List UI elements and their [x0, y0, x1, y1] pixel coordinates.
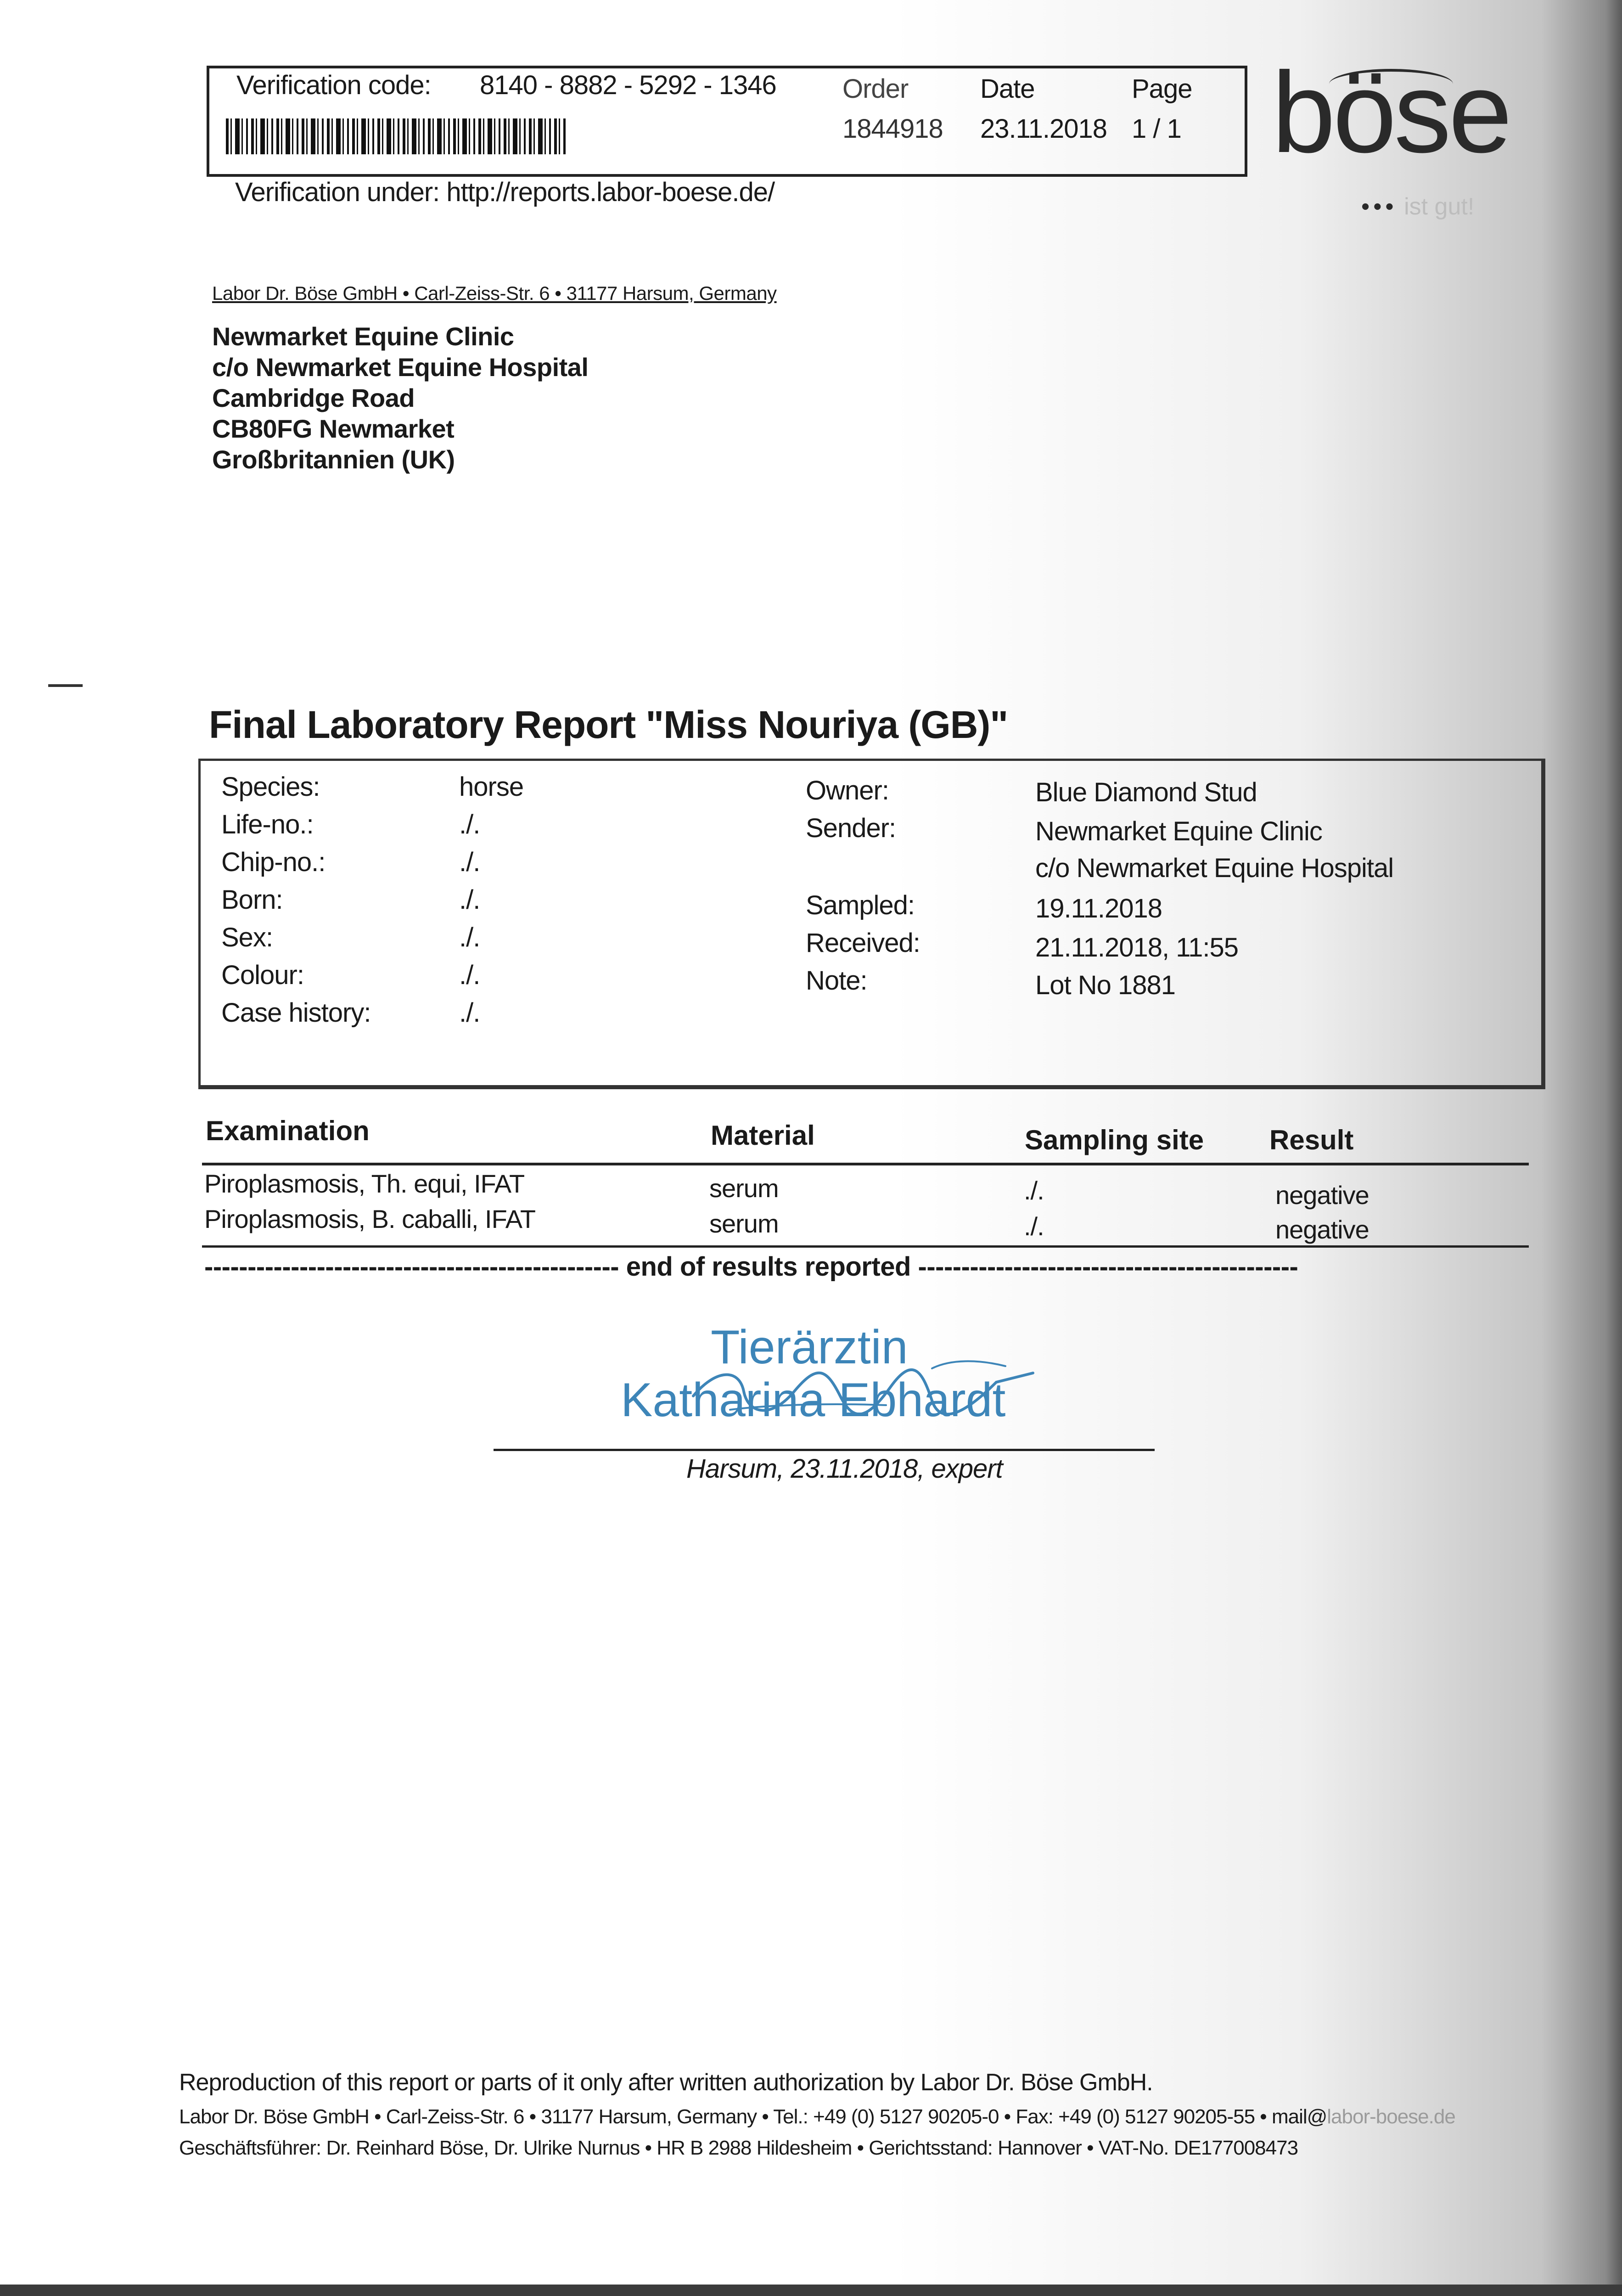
col-result: Result	[1269, 1125, 1354, 1155]
header-rule	[202, 1163, 1529, 1165]
footer-contact-text: Labor Dr. Böse GmbH • Carl-Zeiss-Str. 6 • 31177 Harsum, Germany • Tel.: +49 (0) 5127 90205-0 • Fax: +49 (0) 5127 90205-55 • mail@	[179, 2105, 1327, 2128]
page-value: 1 / 1	[1132, 114, 1181, 144]
sampled-value: 19.11.2018	[1035, 894, 1162, 923]
colour-value: ./.	[459, 960, 480, 990]
owner-value: Blue Diamond Stud	[1035, 777, 1257, 807]
col-examination: Examination	[206, 1115, 370, 1146]
row1-result: negative	[1275, 1181, 1369, 1210]
row1-examination: Piroplasmosis, Th. equi, IFAT	[204, 1169, 525, 1198]
page-label: Page	[1132, 74, 1192, 104]
tagline-text: ist gut!	[1404, 193, 1475, 220]
signature-line	[494, 1449, 1155, 1451]
row2-examination: Piroplasmosis, B. caballi, IFAT	[204, 1204, 536, 1233]
sender-label: Sender:	[806, 813, 896, 843]
born-label: Born:	[221, 885, 283, 915]
date-value: 23.11.2018	[980, 114, 1107, 144]
stamp-title: Tierärztin	[711, 1321, 908, 1374]
footer-reproduction-note: Reproduction of this report or parts of it only after written authorization by Labor Dr. Böse GmbH.	[179, 2069, 1153, 2096]
received-value: 21.11.2018, 11:55	[1035, 933, 1239, 962]
row2-site: ./.	[1024, 1212, 1044, 1241]
row1-site: ./.	[1024, 1176, 1044, 1205]
colour-label: Colour:	[221, 960, 304, 990]
row2-material: serum	[709, 1209, 779, 1238]
end-dashes-right: --------------------------------------------	[918, 1252, 1298, 1282]
lifeno-label: Life-no.:	[221, 810, 314, 839]
row1-material: serum	[709, 1174, 779, 1203]
note-value: Lot No 1881	[1035, 970, 1176, 1000]
lifeno-value: ./.	[459, 810, 480, 839]
row2-result: negative	[1275, 1215, 1369, 1244]
barcode	[226, 118, 566, 154]
patient-info-box	[198, 759, 1545, 1089]
rows-rule	[202, 1245, 1529, 1248]
address-line-2: c/o Newmarket Equine Hospital	[212, 353, 589, 382]
born-value: ./.	[459, 885, 480, 915]
handwritten-signature	[675, 1341, 1051, 1442]
sender-value-1: Newmarket Equine Clinic	[1035, 816, 1322, 846]
address-line-5: Großbritannien (UK)	[212, 445, 455, 474]
sender-line: Labor Dr. Böse GmbH • Carl-Zeiss-Str. 6 • 31177 Harsum, Germany	[212, 282, 777, 304]
address-line-4: CB80FG Newmarket	[212, 414, 455, 443]
address-line-3: Cambridge Road	[212, 383, 415, 412]
footer-registration: Geschäftsführer: Dr. Reinhard Böse, Dr. Ulrike Nurnus • HR B 2988 Hildesheim • Gerichtsstand: Hannover • VAT-No. DE177008473	[179, 2137, 1298, 2159]
end-text: end of results reported	[626, 1252, 911, 1282]
note-label: Note:	[806, 966, 867, 996]
order-label: Order	[842, 74, 909, 104]
footer-contact	[179, 2105, 1455, 2128]
scan-edge	[0, 2285, 1622, 2296]
footer-email-domain: labor-boese.de	[1327, 2105, 1455, 2128]
report-title: Final Laboratory Report "Miss Nouriya (GB)"	[209, 703, 1008, 746]
end-dashes-left: ------------------------------------------------	[204, 1252, 619, 1282]
signature-caption: Harsum, 23.11.2018, expert	[686, 1454, 1003, 1484]
chipno-value: ./.	[459, 847, 480, 877]
sex-value: ./.	[459, 923, 480, 952]
chipno-label: Chip-no.:	[221, 847, 326, 877]
order-value: 1844918	[842, 114, 943, 144]
verification-url: Verification under: http://reports.labor-boese.de/	[235, 177, 775, 207]
received-label: Received:	[806, 928, 920, 958]
date-label: Date	[980, 74, 1035, 104]
species-label: Species:	[221, 772, 320, 802]
logo-tagline	[1361, 193, 1474, 220]
case-history-label: Case history:	[221, 998, 371, 1028]
boese-logo: böse	[1272, 48, 1510, 176]
col-sampling-site: Sampling site	[1025, 1125, 1204, 1155]
sampled-label: Sampled:	[806, 890, 915, 920]
tagline-dots: •••	[1361, 193, 1398, 220]
end-of-results	[204, 1251, 1298, 1282]
sex-label: Sex:	[221, 923, 273, 952]
fold-mark	[48, 684, 83, 687]
col-material: Material	[711, 1120, 815, 1151]
stamp-name: Katharina Ebhardt	[621, 1373, 1006, 1427]
address-line-1: Newmarket Equine Clinic	[212, 322, 514, 351]
verification-code: 8140 - 8882 - 5292 - 1346	[480, 70, 776, 100]
sender-value-2: c/o Newmarket Equine Hospital	[1035, 853, 1394, 883]
case-history-value: ./.	[459, 998, 480, 1028]
verification-label: Verification code:	[236, 70, 431, 100]
species-value: horse	[459, 772, 524, 802]
owner-label: Owner:	[806, 776, 889, 805]
